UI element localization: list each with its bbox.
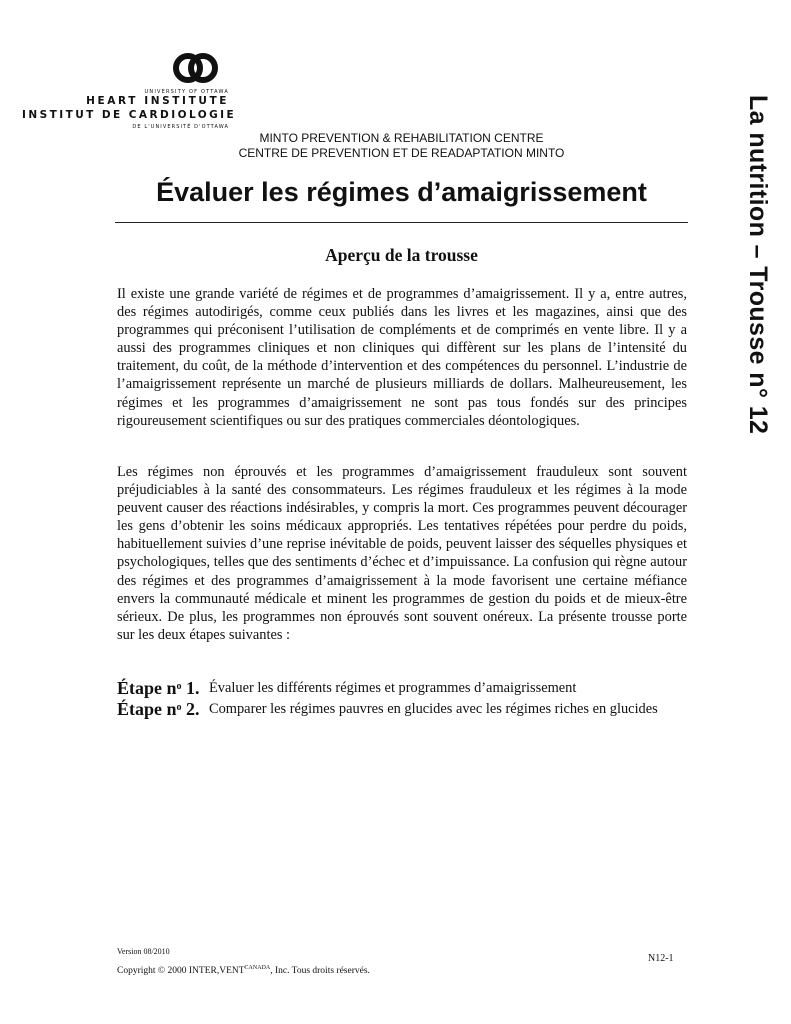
body-paragraph: Les régimes non éprouvés et les programmes d’amaigrissement frauduleux sont souvent préjudiciables à la santé des consommateurs. Les régimes frauduleux et les régimes à la mode peuvent causer des réactions indésirables, y compris la mort. Ces programmes peuvent décourager les gens d’obtenir les soins médicaux appropriés. Les tentatives répétées pour perdre du poids, habituellement suivies d’une reprise inévitable de poids, peuvent laisser des séquelles physiques et psychologiques, telles que des sentiments d’échec et d’impuissance. La confusion qui règne autour des régimes et des programmes d’amaigrissement à la mode favorisent une certaine méfiance envers la communauté médicale et minent les programmes de gestion du poids et de mieux-être sérieux. De plus, les programmes non éprouvés sont souvent onéreux. La présente trousse porte sur les deux étapes suivantes : [117, 464, 687, 643]
step-label-prefix: Étape n [117, 699, 177, 719]
step-label-sup: o [176, 702, 182, 713]
step-text: Évaluer les différents régimes et programmes d’amaigrissement [209, 680, 577, 696]
step-label-sup: o [176, 681, 182, 692]
copyright-text: Copyright © 2000 $INTER,VENT^{CANADA}$, Inc. Tous droits réservés. [117, 965, 370, 977]
heart-institute-logo [22, 42, 237, 132]
step-label [117, 678, 209, 698]
centre-name-en: MINTO PREVENTION & REHABILITATION CENTRE [259, 131, 544, 145]
section-subtitle: Aperçu de la trousse [325, 245, 478, 265]
logo-university-text: UNIVERSITY OF OTTAWA [144, 89, 229, 95]
logo-rings-icon [172, 48, 220, 88]
side-kit-title: La nutrition – Trousse n° 12 [744, 95, 772, 435]
copyright-prefix: Copyright © 2000 INTER [117, 966, 217, 977]
logo-institut-text: INSTITUT DE CARDIOLOGIE [22, 109, 237, 121]
version-text: Version 08/2010 [117, 947, 170, 956]
step-item-2 [117, 699, 687, 719]
step-label-number: 2. [181, 699, 200, 719]
title-divider [115, 222, 688, 223]
step-label [117, 699, 209, 719]
step-label-prefix: Étape n [117, 678, 177, 698]
centre-name-fr: CENTRE DE PREVENTION ET DE READAPTATION MINTO [238, 146, 565, 160]
copyright-brand: VENT [219, 966, 245, 977]
copyright-suffix: , Inc. Tous droits réservés. [270, 966, 370, 977]
step-label-number: 1. [181, 678, 200, 698]
centre-header [115, 131, 688, 161]
copyright-brand-sup: CANADA [244, 965, 271, 971]
logo-universite-text: DE L'UNIVERSITÉ D'OTTAWA [132, 124, 229, 130]
page-number: N12-1 [648, 953, 674, 964]
step-text: Comparer les régimes pauvres en glucides avec les régimes riches en glucides [209, 701, 658, 717]
intro-paragraph: Il existe une grande variété de régimes et de programmes d’amaigrissement. Il y a, entre autres, des régimes autodirigés, comme ceux publiés dans les livres et les magazines, ainsi que des programmes qui préconisent l’utilisation de compléments et de comprimés en vente libre. Il y a aussi des programmes cliniques et non cliniques qui diffèrent sur les plans de l’intensité du traitement, du coût, de la méthode d’intervention et des compétences du personnel. L’industrie de l’amaigrissement représente un marché de plusieurs milliards de dollars. Malheureusement, les régimes et les programmes d’amaigrissement ne sont pas tous fondés sur des principes rigoureusement scientifiques ou sur des pratiques commerciales déontologiques. [117, 286, 687, 429]
step-item-1 [117, 678, 687, 698]
logo-heart-institute-text: HEART INSTITUTE [86, 95, 229, 107]
page-title: Évaluer les régimes d’amaigrissement [156, 177, 647, 207]
